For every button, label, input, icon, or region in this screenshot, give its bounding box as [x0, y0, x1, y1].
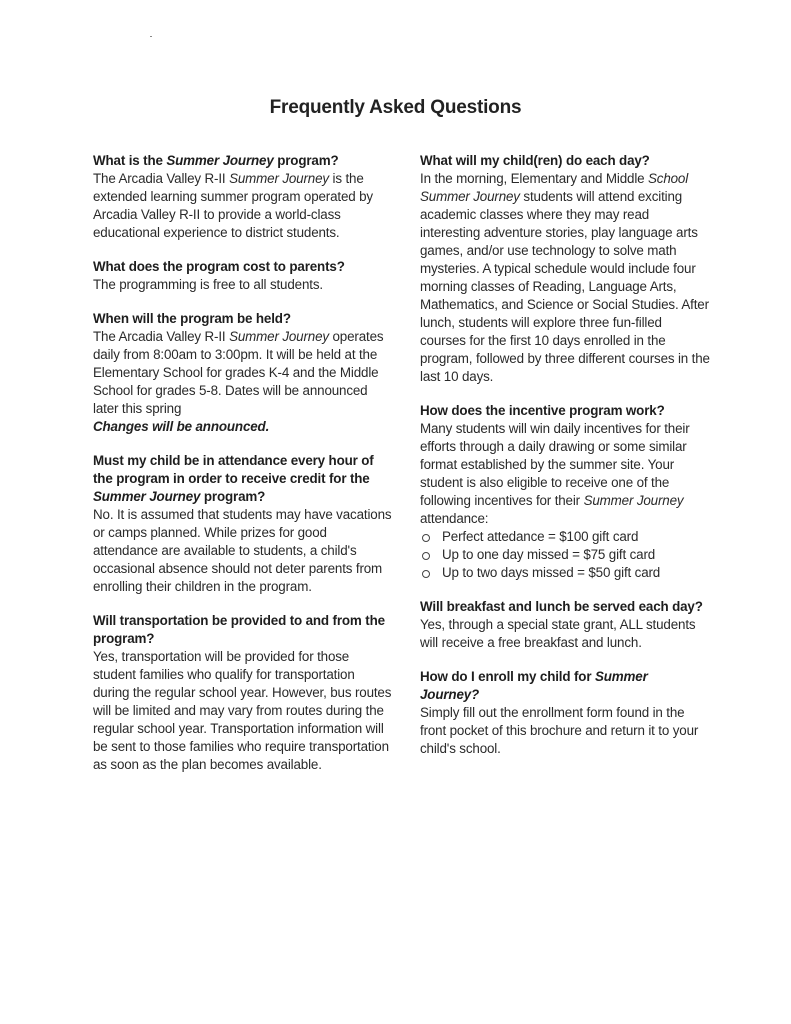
- question: What does the program cost to parents?: [93, 259, 345, 274]
- question: [93, 152, 393, 170]
- question-text-end: program?: [273, 153, 339, 168]
- bullet-icon: [422, 534, 430, 542]
- answer: Simply fill out the enrollment form found in the front pocket of this brochure and return it to your child's school.: [420, 705, 699, 756]
- scan-speck: [150, 36, 152, 37]
- answer-emphasis: Summer Journey: [229, 329, 329, 344]
- answer-emphasis: School Summer Journey: [420, 171, 689, 204]
- answer-text: The Arcadia Valley R-II: [93, 329, 230, 344]
- faq-item-when: [93, 310, 393, 436]
- answer-text-end: students will attend exciting academic classes where they may read interesting adventure stories, play language arts games, and/or use technology to solve math mysteries. A typical schedule would include four morning classes of Reading, Language Arts, Mathematics, and Science or Social Studies. After lunch, students will explore three fun-filled courses for the first 10 days enrolled in the program, followed by three different courses in the last 10 days.: [420, 189, 710, 384]
- answer: [93, 170, 393, 242]
- list-item: [420, 528, 710, 546]
- question: [420, 668, 710, 704]
- question-text: What is the: [93, 153, 167, 168]
- incentive-text: Up to one day missed = $75 gift card: [442, 547, 656, 562]
- incentive-text: Up to two days missed = $50 gift card: [442, 565, 661, 580]
- answer: [420, 170, 710, 386]
- question-emphasis: Summer Journey?: [420, 669, 648, 702]
- answer: [93, 328, 393, 418]
- question-text-end: program?: [200, 489, 266, 504]
- right-column: [420, 152, 710, 774]
- question: When will the program be held?: [93, 311, 291, 326]
- question: How does the incentive program work?: [420, 403, 665, 418]
- faq-item-enroll: [420, 668, 710, 758]
- changes-note: Changes will be announced.: [93, 419, 270, 434]
- answer-text: Many students will win daily incentives for their efforts through a daily drawing or some similar format established by the summer site. Your student is also eligible to receive one of the following incentives for their: [420, 421, 690, 508]
- faq-item-cost: [93, 258, 393, 294]
- bullet-icon: [422, 570, 430, 578]
- faq-item-what-is: [93, 152, 393, 242]
- answer: [420, 420, 710, 528]
- incentive-text: Perfect attedance = $100 gift card: [442, 529, 639, 544]
- list-item: [420, 564, 710, 582]
- faq-item-attendance: [93, 452, 393, 596]
- list-item: [420, 546, 710, 564]
- answer-text: The Arcadia Valley R-II: [93, 171, 230, 186]
- question: Will breakfast and lunch be served each day?: [420, 599, 703, 614]
- question-text: Must my child be in attendance every hour of the program in order to receive credit for the: [93, 453, 374, 486]
- question-text: How do I enroll my child for: [420, 669, 595, 684]
- faq-item-transportation: [93, 612, 393, 774]
- incentive-list: [420, 528, 710, 582]
- faq-item-incentive: [420, 402, 710, 582]
- answer-text-end: attendance:: [420, 511, 489, 526]
- question: [93, 452, 393, 506]
- answer: The programming is free to all students.: [93, 277, 323, 292]
- question: Will transportation be provided to and from the program?: [93, 613, 385, 646]
- answer-text: In the morning, Elementary and Middle: [420, 171, 649, 186]
- bullet-icon: [422, 552, 430, 560]
- question-emphasis: Summer Journey: [93, 489, 201, 504]
- answer: Yes, through a special state grant, ALL students will receive a free breakfast and lunch.: [420, 617, 696, 650]
- question-emphasis: Summer Journey: [166, 153, 274, 168]
- page-title: Frequently Asked Questions: [269, 97, 522, 118]
- answer-text-end: operates daily from 8:00am to 3:00pm. It will be held at the Elementary School for grades K-4 and the Middle School for grades 5-8. Dates will be announced later this spring: [93, 329, 384, 416]
- answer: Yes, transportation will be provided for those student families who qualify for transportation during the regular school year. However, bus routes will be limited and may vary from routes during the regular school year. Transportation information will be sent to those families who require transportation as soon as the plan becomes available.: [93, 649, 392, 772]
- faq-item-meals: [420, 598, 710, 652]
- answer-emphasis: Summer Journey: [229, 171, 329, 186]
- faq-item-each-day: [420, 152, 710, 386]
- question: What will my child(ren) do each day?: [420, 153, 650, 168]
- answer: No. It is assumed that students may have vacations or camps planned. While prizes for good attendance are available to students, a child's occasional absence should not deter parents from enrolling their children in the program.: [93, 507, 392, 594]
- answer-emphasis: Summer Journey: [583, 493, 684, 508]
- left-column: [93, 152, 393, 790]
- answer-text-end: is the extended learning summer program operated by Arcadia Valley R-II to provide a world-class educational experience to district students.: [93, 171, 373, 240]
